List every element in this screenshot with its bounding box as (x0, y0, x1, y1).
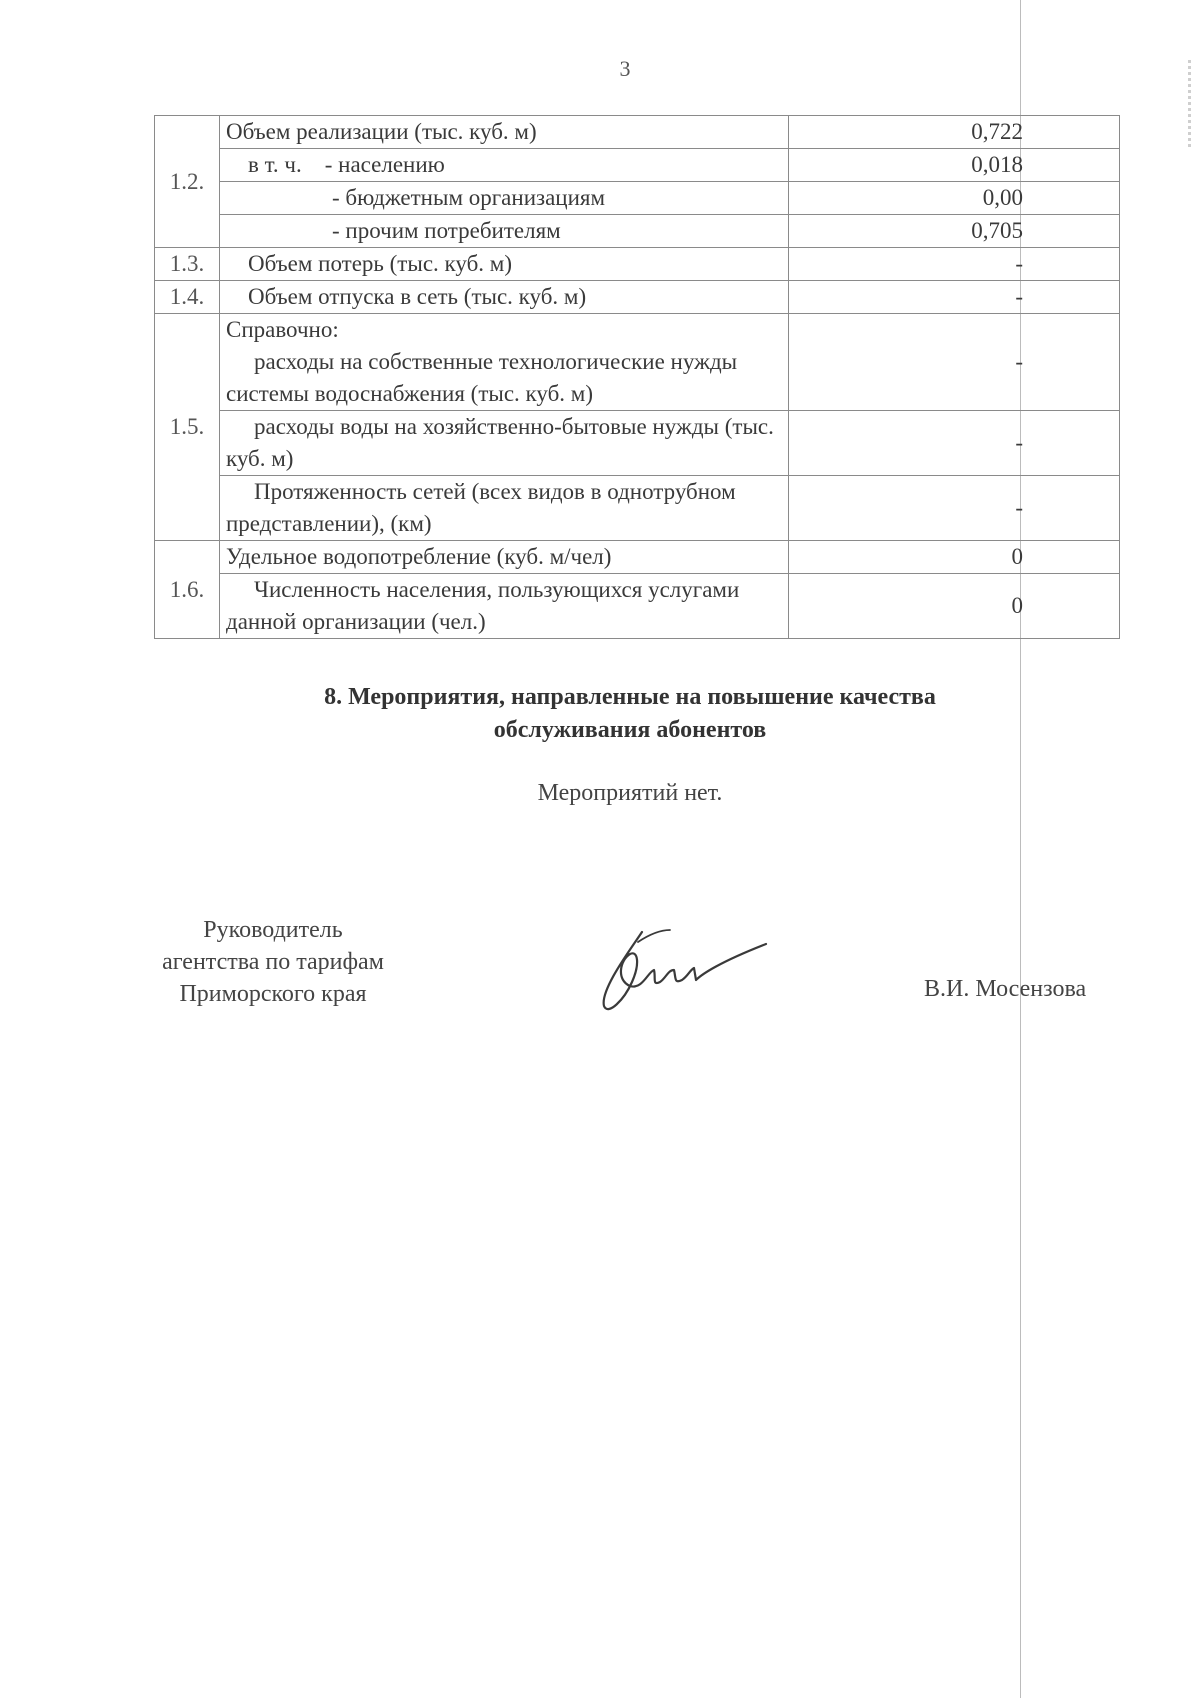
row-description: Объем потерь (тыс. куб. м) (220, 248, 789, 281)
table-row (155, 476, 1120, 541)
row-number: 1.6. (155, 541, 220, 639)
section-title-line: 8. Мероприятия, направленные на повышение качества (324, 684, 936, 710)
row-description: Удельное водопотребление (куб. м/чел) (220, 541, 789, 574)
row-description (220, 314, 789, 411)
row-description: в т. ч. - населению (220, 149, 789, 182)
handwritten-signature (590, 920, 770, 1015)
section-title (0, 681, 1200, 747)
row-description: Численность населения, пользующихся услугами данной организации (чел.) (220, 574, 789, 639)
row-value: - (789, 281, 1120, 314)
row-value: 0,00 (789, 182, 1120, 215)
table-row (155, 314, 1120, 411)
signer-position-line: Руководитель (203, 917, 343, 943)
row-value: - (789, 476, 1120, 541)
table-row (155, 411, 1120, 476)
row-description: - прочим потребителям (220, 215, 789, 248)
row-description: - бюджетным организациям (220, 182, 789, 215)
row-number: 1.5. (155, 314, 220, 541)
row-value: - (789, 248, 1120, 281)
row-number: 1.2. (155, 116, 220, 248)
row-value: 0 (789, 574, 1120, 639)
table-row (155, 215, 1120, 248)
row-number: 1.4. (155, 281, 220, 314)
row-description: Объем реализации (тыс. куб. м) (220, 116, 789, 149)
row-value: 0 (789, 541, 1120, 574)
row-value: 0,018 (789, 149, 1120, 182)
section-title-line: обслуживания абонентов (493, 717, 767, 743)
row-number: 1.3. (155, 248, 220, 281)
table-row (155, 574, 1120, 639)
signer-name: В.И. Мосензова (924, 976, 1087, 1002)
signer-position-line: Приморского края (179, 981, 367, 1007)
reference-heading: Справочно: (226, 317, 339, 342)
section-note: Мероприятий нет. (537, 780, 723, 806)
reference-text: расходы на собственные технологические нужды системы водоснабжения (тыс. куб. м) (226, 349, 738, 406)
signer-position-line: агентства по тарифам (162, 949, 384, 975)
row-value: 0,705 (789, 215, 1120, 248)
table-row (155, 149, 1120, 182)
indicators-table (154, 115, 1120, 639)
page-number: 3 (619, 56, 631, 81)
row-value: - (789, 314, 1120, 411)
table-row (155, 248, 1120, 281)
table-row (155, 116, 1120, 149)
signer-position (128, 914, 418, 1010)
row-description: расходы воды на хозяйственно-бытовые нужды (тыс. куб. м) (220, 411, 789, 476)
row-description: Протяженность сетей (всех видов в однотрубном представлении), (км) (220, 476, 789, 541)
table-row (155, 281, 1120, 314)
row-value: 0,722 (789, 116, 1120, 149)
table-row (155, 541, 1120, 574)
row-description: Объем отпуска в сеть (тыс. куб. м) (220, 281, 789, 314)
row-value: - (789, 411, 1120, 476)
table-row (155, 182, 1120, 215)
